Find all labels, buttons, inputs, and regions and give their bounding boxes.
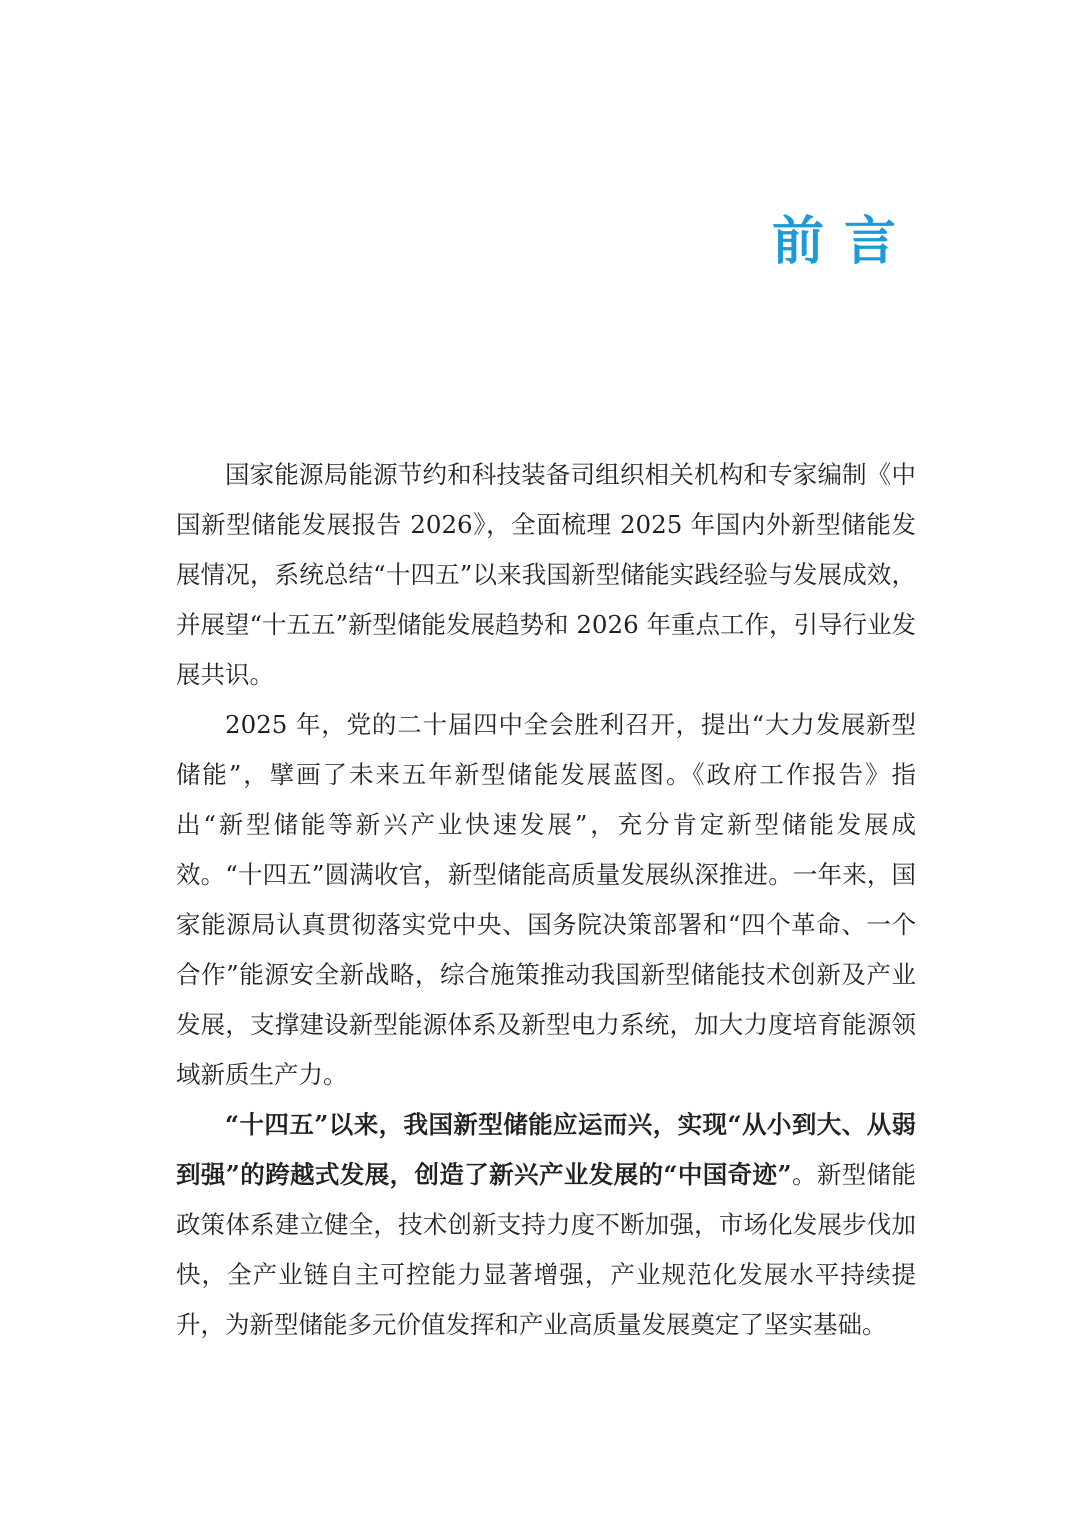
paragraph-1-text: 国家能源局能源节约和科技装备司组织相关机构和专家编制《中国新型储能发展报告 2026》，全面梳理 2025 年国内外新型储能发展情况，系统总结“十四五”以来我国新型储能实践经验与发展成效，并展望“十五五”新型储能发展趋势和 2026 年重点工作，引导行业发展共识。 bbox=[176, 460, 916, 689]
preface-body bbox=[176, 450, 916, 1350]
paragraph-3-text: 。新型储能政策体系建立健全，技术创新支持力度不断加强，市场化发展步伐加快，全产业链自主可控能力显著增强，产业规范化发展水平持续提升，为新型储能多元价值发挥和产业高质量发展奠定了坚实基础。 bbox=[176, 1160, 916, 1339]
paragraph-3 bbox=[176, 1100, 916, 1350]
paragraph-3-bold-lead: “十四五”以来，我国新型储能应运而兴，实现“从小到大、从弱到强”的跨越式发展，创造了新兴产业发展的“中国奇迹” bbox=[176, 1110, 916, 1189]
paragraph-1 bbox=[176, 450, 916, 700]
paragraph-2-text: 2025 年，党的二十届四中全会胜利召开，提出“大力发展新型储能”，擘画了未来五年新型储能发展蓝图。《政府工作报告》指出“新型储能等新兴产业快速发展”，充分肯定新型储能发展成效。“十四五”圆满收官，新型储能高质量发展纵深推进。一年来，国家能源局认真贯彻落实党中央、国务院决策部署和“四个革命、一个合作”能源安全新战略，综合施策推动我国新型储能技术创新及产业发展，支撑建设新型能源体系及新型电力系统，加大力度培育能源领域新质生产力。 bbox=[176, 710, 916, 1089]
paragraph-2 bbox=[176, 700, 916, 1100]
page-title: 前言 bbox=[771, 212, 916, 272]
